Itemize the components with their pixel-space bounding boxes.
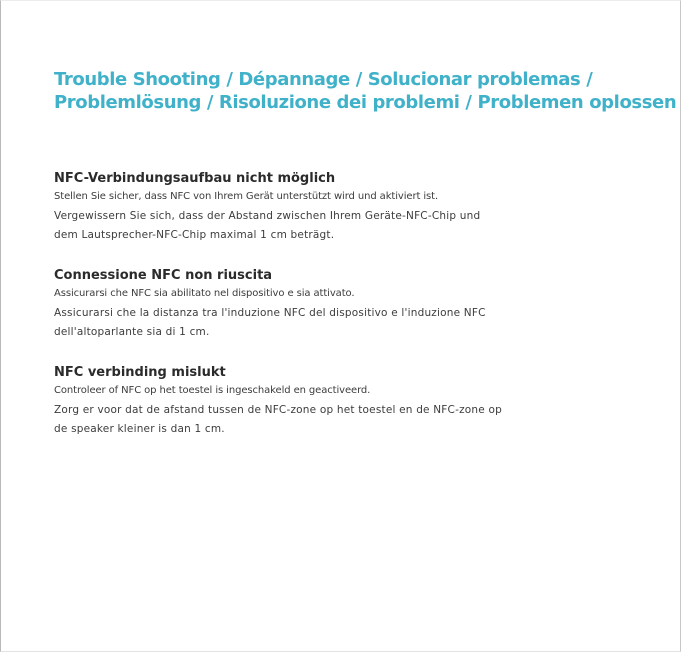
section-paragraph-2: Zorg er voor dat de afstand tussen de NFC-zone op het toestel en de NFC-zone op de speaker kleiner is dan 1 cm. — [54, 404, 502, 435]
section-italian — [54, 267, 614, 342]
section-dutch — [54, 364, 614, 439]
section-paragraph-1: Stellen Sie sicher, dass NFC von Ihrem Gerät unterstützt wird und aktiviert ist. — [54, 191, 439, 202]
section-paragraph-2: Assicurarsi che la distanza tra l'induzione NFC del dispositivo e l'induzione NFC dell'altoparlante sia di 1 cm. — [54, 307, 486, 338]
section-title: Connessione NFC non riuscita — [54, 268, 273, 283]
section-paragraph-2: Vergewissern Sie sich, dass der Abstand zwischen Ihrem Geräte-NFC-Chip und dem Lautsprecher-NFC-Chip maximal 1 cm beträgt. — [54, 210, 481, 241]
section-german — [54, 170, 614, 245]
section-title: NFC verbinding mislukt — [54, 365, 226, 380]
section-paragraph-1: Assicurarsi che NFC sia abilitato nel dispositivo e sia attivato. — [54, 288, 355, 299]
section-paragraph-1: Controleer of NFC op het toestel is ingeschakeld en geactiveerd. — [54, 385, 371, 396]
page-title — [54, 68, 676, 114]
page-title-line-1: Trouble Shooting / Dépannage / Solucionar problemas / — [54, 69, 593, 90]
page-title-line-2: Problemlösung / Risoluzione dei problemi / Problemen oplossen — [54, 92, 677, 113]
section-title: NFC-Verbindungsaufbau nicht möglich — [54, 171, 336, 186]
